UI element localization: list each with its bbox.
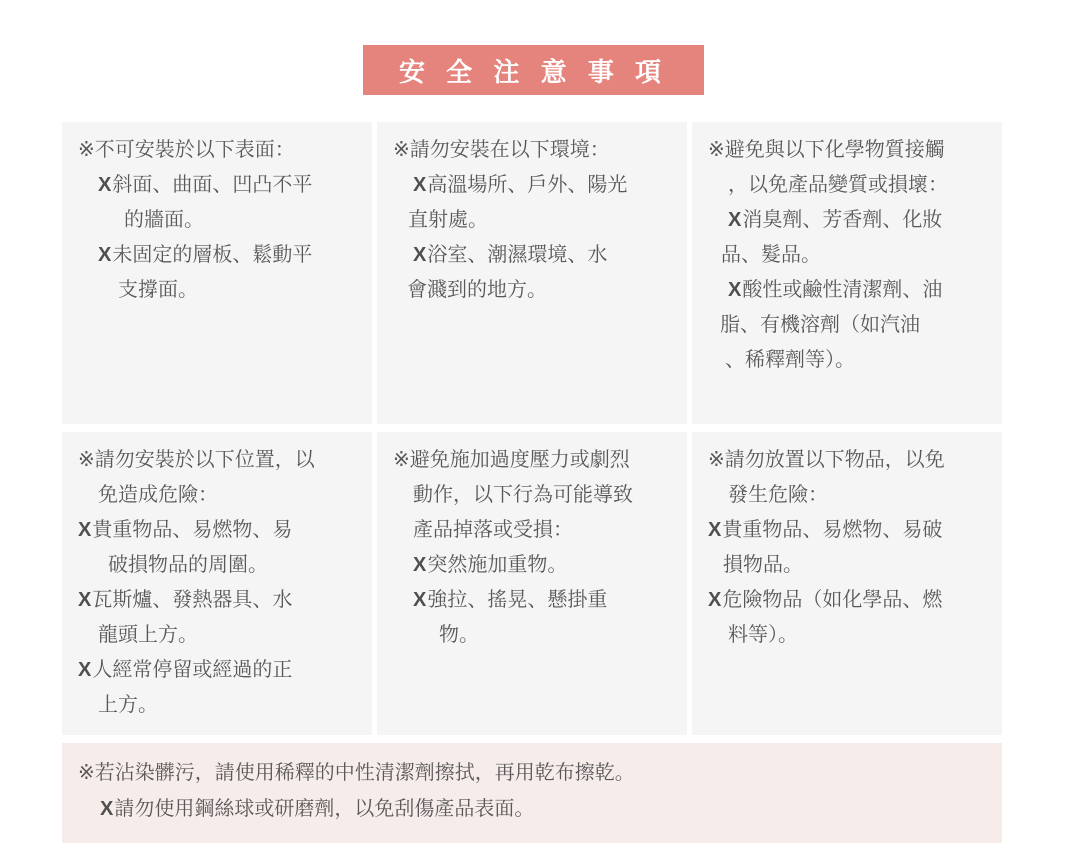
warning-text: 請勿放置以下物品，以免 [724,449,945,471]
warning-text: 上方。 [98,694,158,716]
x-mark-icon: X [708,519,723,541]
warning-text: 斜面、曲面、凹凸不平 [112,174,313,196]
x-mark-icon: X [98,174,113,196]
warning-line [708,443,994,478]
warning-line [393,238,679,273]
warning-line [78,133,364,168]
warning-text: 料等）。 [728,624,798,646]
warning-line [708,548,994,583]
warning-line [708,203,994,238]
warning-text: 高溫場所、戶外、陽光 [427,174,628,196]
warning-text: 的牆面。 [124,209,204,231]
warning-line [78,478,364,513]
warning-text: 損物品。 [723,554,803,576]
warning-line [393,583,679,618]
warning-text: 請勿使用鋼絲球或研磨劑，以免刮傷產品表面。 [114,798,535,820]
warning-line [708,478,994,513]
warning-line [78,791,986,827]
warning-line [78,443,364,478]
x-mark-icon: X [413,589,428,611]
warning-text: 發生危險： [728,484,828,506]
page-title: 安 全 注 意 事 項 [398,56,669,87]
x-mark-icon: X [98,244,113,266]
warning-text: 支撐面。 [118,279,198,301]
warning-line [393,273,679,308]
reference-mark-icon: ※ [78,139,95,161]
x-mark-icon: X [413,244,428,266]
warning-line [393,618,679,653]
warning-line [78,618,364,653]
warning-line [708,343,994,378]
warning-line [78,548,364,583]
warning-text: 人經常停留或經過的正 [92,659,293,681]
warning-text: 避免施加過度壓力或劇烈 [409,449,630,471]
warning-line [78,168,364,203]
reference-mark-icon: ※ [708,449,725,471]
x-mark-icon: X [728,279,743,301]
warning-text: 強拉、搖晃、懸掛重 [427,589,608,611]
warning-text: 消臭劑、芳香劑、化妝 [742,209,943,231]
warning-text: 突然施加重物。 [427,554,568,576]
warning-line [78,688,364,723]
warning-text: 品、髮品。 [721,244,821,266]
warning-text: 破損物品的周圍。 [108,554,268,576]
warning-line [708,133,994,168]
warning-line [78,513,364,548]
warning-text: 貴重物品、易燃物、易破 [722,519,943,541]
warning-text: 請勿安裝於以下位置，以 [94,449,315,471]
x-mark-icon: X [78,519,93,541]
warning-line [393,548,679,583]
x-mark-icon: X [78,659,93,681]
warning-line [78,583,364,618]
warning-text: 酸性或鹼性清潔劑、油 [742,279,943,301]
warning-text: 請勿安裝在以下環境： [409,139,610,161]
reference-mark-icon: ※ [393,139,410,161]
warning-text: 產品掉落或受損： [413,519,573,541]
warning-text: ，以免產品變質或損壞： [728,174,948,196]
warning-text: 直射處。 [408,209,488,231]
warning-text: 避免與以下化學物質接觸 [724,139,945,161]
reference-mark-icon: ※ [78,449,95,471]
warning-text: 貴重物品、易燃物、易 [92,519,293,541]
warning-line [708,308,994,343]
warning-line [708,168,994,203]
warning-text: 危險物品（如化學品、燃 [722,589,943,611]
title-banner [363,45,704,95]
warning-text: 不可安裝於以下表面： [94,139,295,161]
x-mark-icon: X [100,798,115,820]
warning-text: 脂、有機溶劑（如汽油 [720,314,920,336]
warning-line [78,653,364,688]
warning-box-4 [62,432,372,735]
warning-text: 浴室、潮濕環境、水 [427,244,608,266]
warning-line [708,273,994,308]
reference-mark-icon: ※ [78,762,95,784]
warning-box-6 [692,432,1002,735]
warning-line [708,238,994,273]
x-mark-icon: X [413,554,428,576]
warning-text: 物。 [439,624,479,646]
warning-line [708,583,994,618]
warning-line [708,618,994,653]
warning-text: 免造成危險： [98,484,218,506]
warning-line [78,203,364,238]
care-instructions-box [62,743,1002,843]
warning-line [393,203,679,238]
warnings-grid [62,122,1002,735]
warning-box-3 [692,122,1002,424]
warning-line [78,755,986,791]
warning-line [78,273,364,308]
x-mark-icon: X [78,589,93,611]
warning-line [78,238,364,273]
warning-text: 動作，以下行為可能導致 [413,484,633,506]
warning-line [393,443,679,478]
warning-text: 未固定的層板、鬆動平 [112,244,313,266]
warning-text: 瓦斯爐、發熱器具、水 [92,589,293,611]
x-mark-icon: X [708,589,723,611]
warning-text: 龍頭上方。 [98,624,198,646]
warning-line [708,513,994,548]
x-mark-icon: X [413,174,428,196]
x-mark-icon: X [728,209,743,231]
warning-line [393,513,679,548]
reference-mark-icon: ※ [708,139,725,161]
warning-box-1 [62,122,372,424]
warning-box-5 [377,432,687,735]
reference-mark-icon: ※ [393,449,410,471]
warning-line [393,133,679,168]
warning-text: 會濺到的地方。 [407,279,547,301]
warning-text: 若沾染髒污，請使用稀釋的中性清潔劑擦拭，再用乾布擦乾。 [94,762,635,784]
warning-line [393,478,679,513]
warning-line [393,168,679,203]
warning-box-2 [377,122,687,424]
warning-text: 、稀釋劑等）。 [725,349,855,371]
